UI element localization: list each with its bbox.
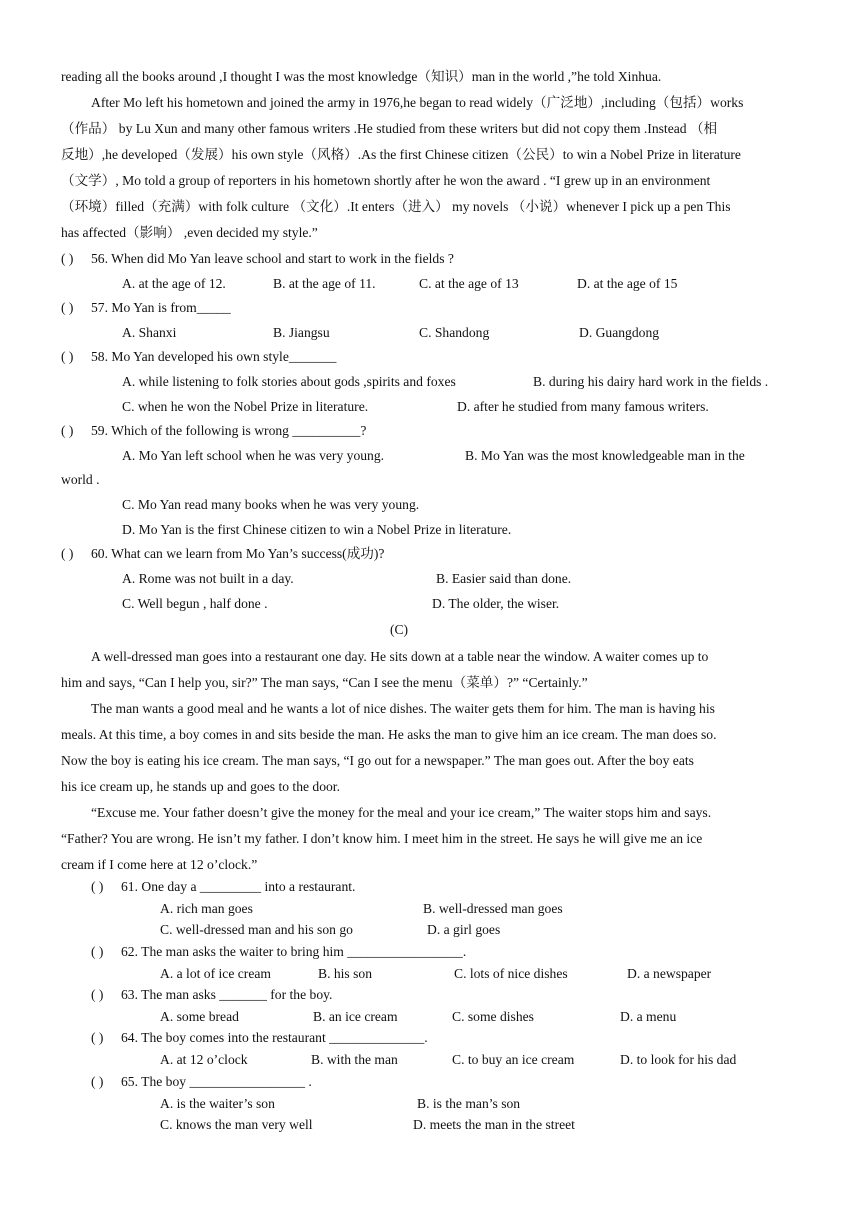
question-stem: 65. The boy _________________ .: [121, 1074, 312, 1089]
text-line: him and says, “Can I help you, sir?” The man says, “Can I see the menu（菜单）?” “Certainly.”: [61, 675, 588, 690]
text-line: Now the boy is eating his ice cream. The man says, “I go out for a newspaper.” The man goes out. After the boy eats: [61, 753, 694, 768]
text-line: has affected（影响） ,even decided my style.”: [61, 225, 318, 240]
text-line: （文学）, Mo told a group of reporters in his hometown shortly after he won the award . “I grew up in an environment: [61, 173, 711, 188]
answer-blank[interactable]: ( ): [61, 546, 74, 561]
option-d: D. Guangdong: [579, 325, 660, 340]
option-a: A. rich man goes: [160, 901, 253, 916]
text-line: 反地）,he developed（发展）his own style（风格）.As the first Chinese citizen（公民）to win a Nobel Prize in literature: [61, 147, 741, 162]
text-line: （作品） by Lu Xun and many other famous writers .He studied from these writers but did not copy them .Instead （相: [61, 121, 718, 136]
option-c: C. lots of nice dishes: [454, 966, 568, 981]
text-line: “Father? You are wrong. He isn’t my father. I don’t know him. I meet him in the street. He says he will give me an ice: [61, 831, 703, 846]
option-a: A. a lot of ice cream: [160, 966, 271, 981]
option-b: B. is the man’s son: [417, 1096, 521, 1111]
option-a: A. while listening to folk stories about gods ,spirits and foxes: [122, 374, 456, 389]
text-line: “Excuse me. Your father doesn’t give the money for the meal and your ice cream,” The waiter stops him and says.: [91, 805, 712, 820]
question-56: [61, 246, 454, 272]
option-a: A. is the waiter’s son: [160, 1096, 275, 1111]
option-d: D. meets the man in the street: [413, 1117, 575, 1132]
option-b-continued: world .: [61, 472, 100, 487]
option-a: A. some bread: [160, 1009, 239, 1024]
text-line: his ice cream up, he stands up and goes to the door.: [61, 779, 340, 794]
option-c: C. well-dressed man and his son go: [160, 922, 353, 937]
option-d: D. a girl goes: [427, 922, 501, 937]
question-stem: 62. The man asks the waiter to bring him _________________.: [121, 944, 467, 959]
answer-blank[interactable]: ( ): [91, 944, 104, 959]
answer-blank[interactable]: ( ): [91, 1074, 104, 1089]
option-a: A. Rome was not built in a day.: [122, 571, 294, 586]
question-57: [61, 295, 231, 321]
option-c: C. Mo Yan read many books when he was very young.: [122, 497, 420, 512]
question-stem: 56. When did Mo Yan leave school and start to work in the fields ?: [91, 251, 454, 266]
option-c: C. Shandong: [419, 325, 490, 340]
text-line: （环境）filled（充满）with folk culture （文化）.It enters（进入） my novels （小说）whenever I pick up a pen This: [61, 199, 731, 214]
text-line: A well-dressed man goes into a restaurant one day. He sits down at a table near the window. A waiter comes up to: [91, 649, 709, 664]
question-62: [91, 939, 466, 965]
option-b: B. at the age of 11.: [273, 276, 376, 291]
passage-c-paragraph-3: [61, 800, 799, 878]
answer-blank[interactable]: ( ): [91, 879, 104, 894]
option-c: C. some dishes: [452, 1009, 534, 1024]
question-58: [61, 344, 336, 370]
option-b: B. an ice cream: [313, 1009, 398, 1024]
answer-blank[interactable]: ( ): [91, 1030, 104, 1045]
option-b: B. his son: [318, 966, 373, 981]
option-d: D. a newspaper: [627, 966, 712, 981]
option-d: D. after he studied from many famous writers.: [457, 399, 709, 414]
option-b: B. Jiangsu: [273, 325, 330, 340]
option-d: D. a menu: [620, 1009, 677, 1024]
option-b: B. Mo Yan was the most knowledgeable man in the: [465, 448, 745, 463]
passage-c-paragraph-1: [61, 644, 799, 696]
option-d: D. The older, the wiser.: [432, 596, 560, 611]
option-d: D. to look for his dad: [620, 1052, 737, 1067]
text-line: reading all the books around ,I thought I was the most knowledge（知识）man in the world ,”he told Xinhua.: [61, 69, 662, 84]
passage-b-paragraph-2: [61, 90, 799, 246]
question-stem: 63. The man asks _______ for the boy.: [121, 987, 333, 1002]
option-c: C. at the age of 13: [419, 276, 519, 291]
option-c: C. Well begun , half done .: [122, 596, 268, 611]
question-stem: 58. Mo Yan developed his own style_______: [91, 349, 337, 364]
question-stem: 60. What can we learn from Mo Yan’s success(成功)?: [91, 546, 385, 561]
section-heading: (C): [389, 622, 409, 637]
question-59: [61, 418, 366, 444]
option-c: C. to buy an ice cream: [452, 1052, 575, 1067]
passage-b-paragraph-1: [61, 64, 799, 90]
question-stem: 59. Which of the following is wrong __________?: [91, 423, 367, 438]
text-line: cream if I come here at 12 o’clock.”: [61, 857, 258, 872]
option-c: C. when he won the Nobel Prize in literature.: [122, 399, 369, 414]
text-line: meals. At this time, a boy comes in and sits beside the man. He asks the man to give him an ice cream. The man does so.: [61, 727, 717, 742]
option-b: B. with the man: [311, 1052, 398, 1067]
answer-blank[interactable]: ( ): [61, 251, 74, 266]
option-d: D. Mo Yan is the first Chinese citizen to win a Nobel Prize in literature.: [122, 522, 512, 537]
option-a: A. Shanxi: [122, 325, 177, 340]
option-a: A. at 12 o’clock: [160, 1052, 248, 1067]
option-a: A. Mo Yan left school when he was very young.: [122, 448, 385, 463]
option-b: B. Easier said than done.: [436, 571, 572, 586]
text-line: After Mo left his hometown and joined the army in 1976,he began to read widely（广泛地）,including（包括）works: [91, 95, 744, 110]
option-b: B. during his dairy hard work in the fields .: [533, 374, 769, 389]
answer-blank[interactable]: ( ): [61, 349, 74, 364]
option-c: C. knows the man very well: [160, 1117, 313, 1132]
option-b: B. well-dressed man goes: [423, 901, 563, 916]
option-d: D. at the age of 15: [577, 276, 678, 291]
passage-c-paragraph-2: [61, 696, 799, 800]
option-a: A. at the age of 12.: [122, 276, 226, 291]
answer-blank[interactable]: ( ): [91, 987, 104, 1002]
question-stem: 64. The boy comes into the restaurant ______________.: [121, 1030, 428, 1045]
question-stem: 61. One day a _________ into a restaurant.: [121, 879, 356, 894]
answer-blank[interactable]: ( ): [61, 300, 74, 315]
question-60: [61, 541, 384, 567]
text-line: The man wants a good meal and he wants a lot of nice dishes. The waiter gets them for him. The man is having his: [91, 701, 715, 716]
answer-blank[interactable]: ( ): [61, 423, 74, 438]
question-stem: 57. Mo Yan is from_____: [91, 300, 231, 315]
